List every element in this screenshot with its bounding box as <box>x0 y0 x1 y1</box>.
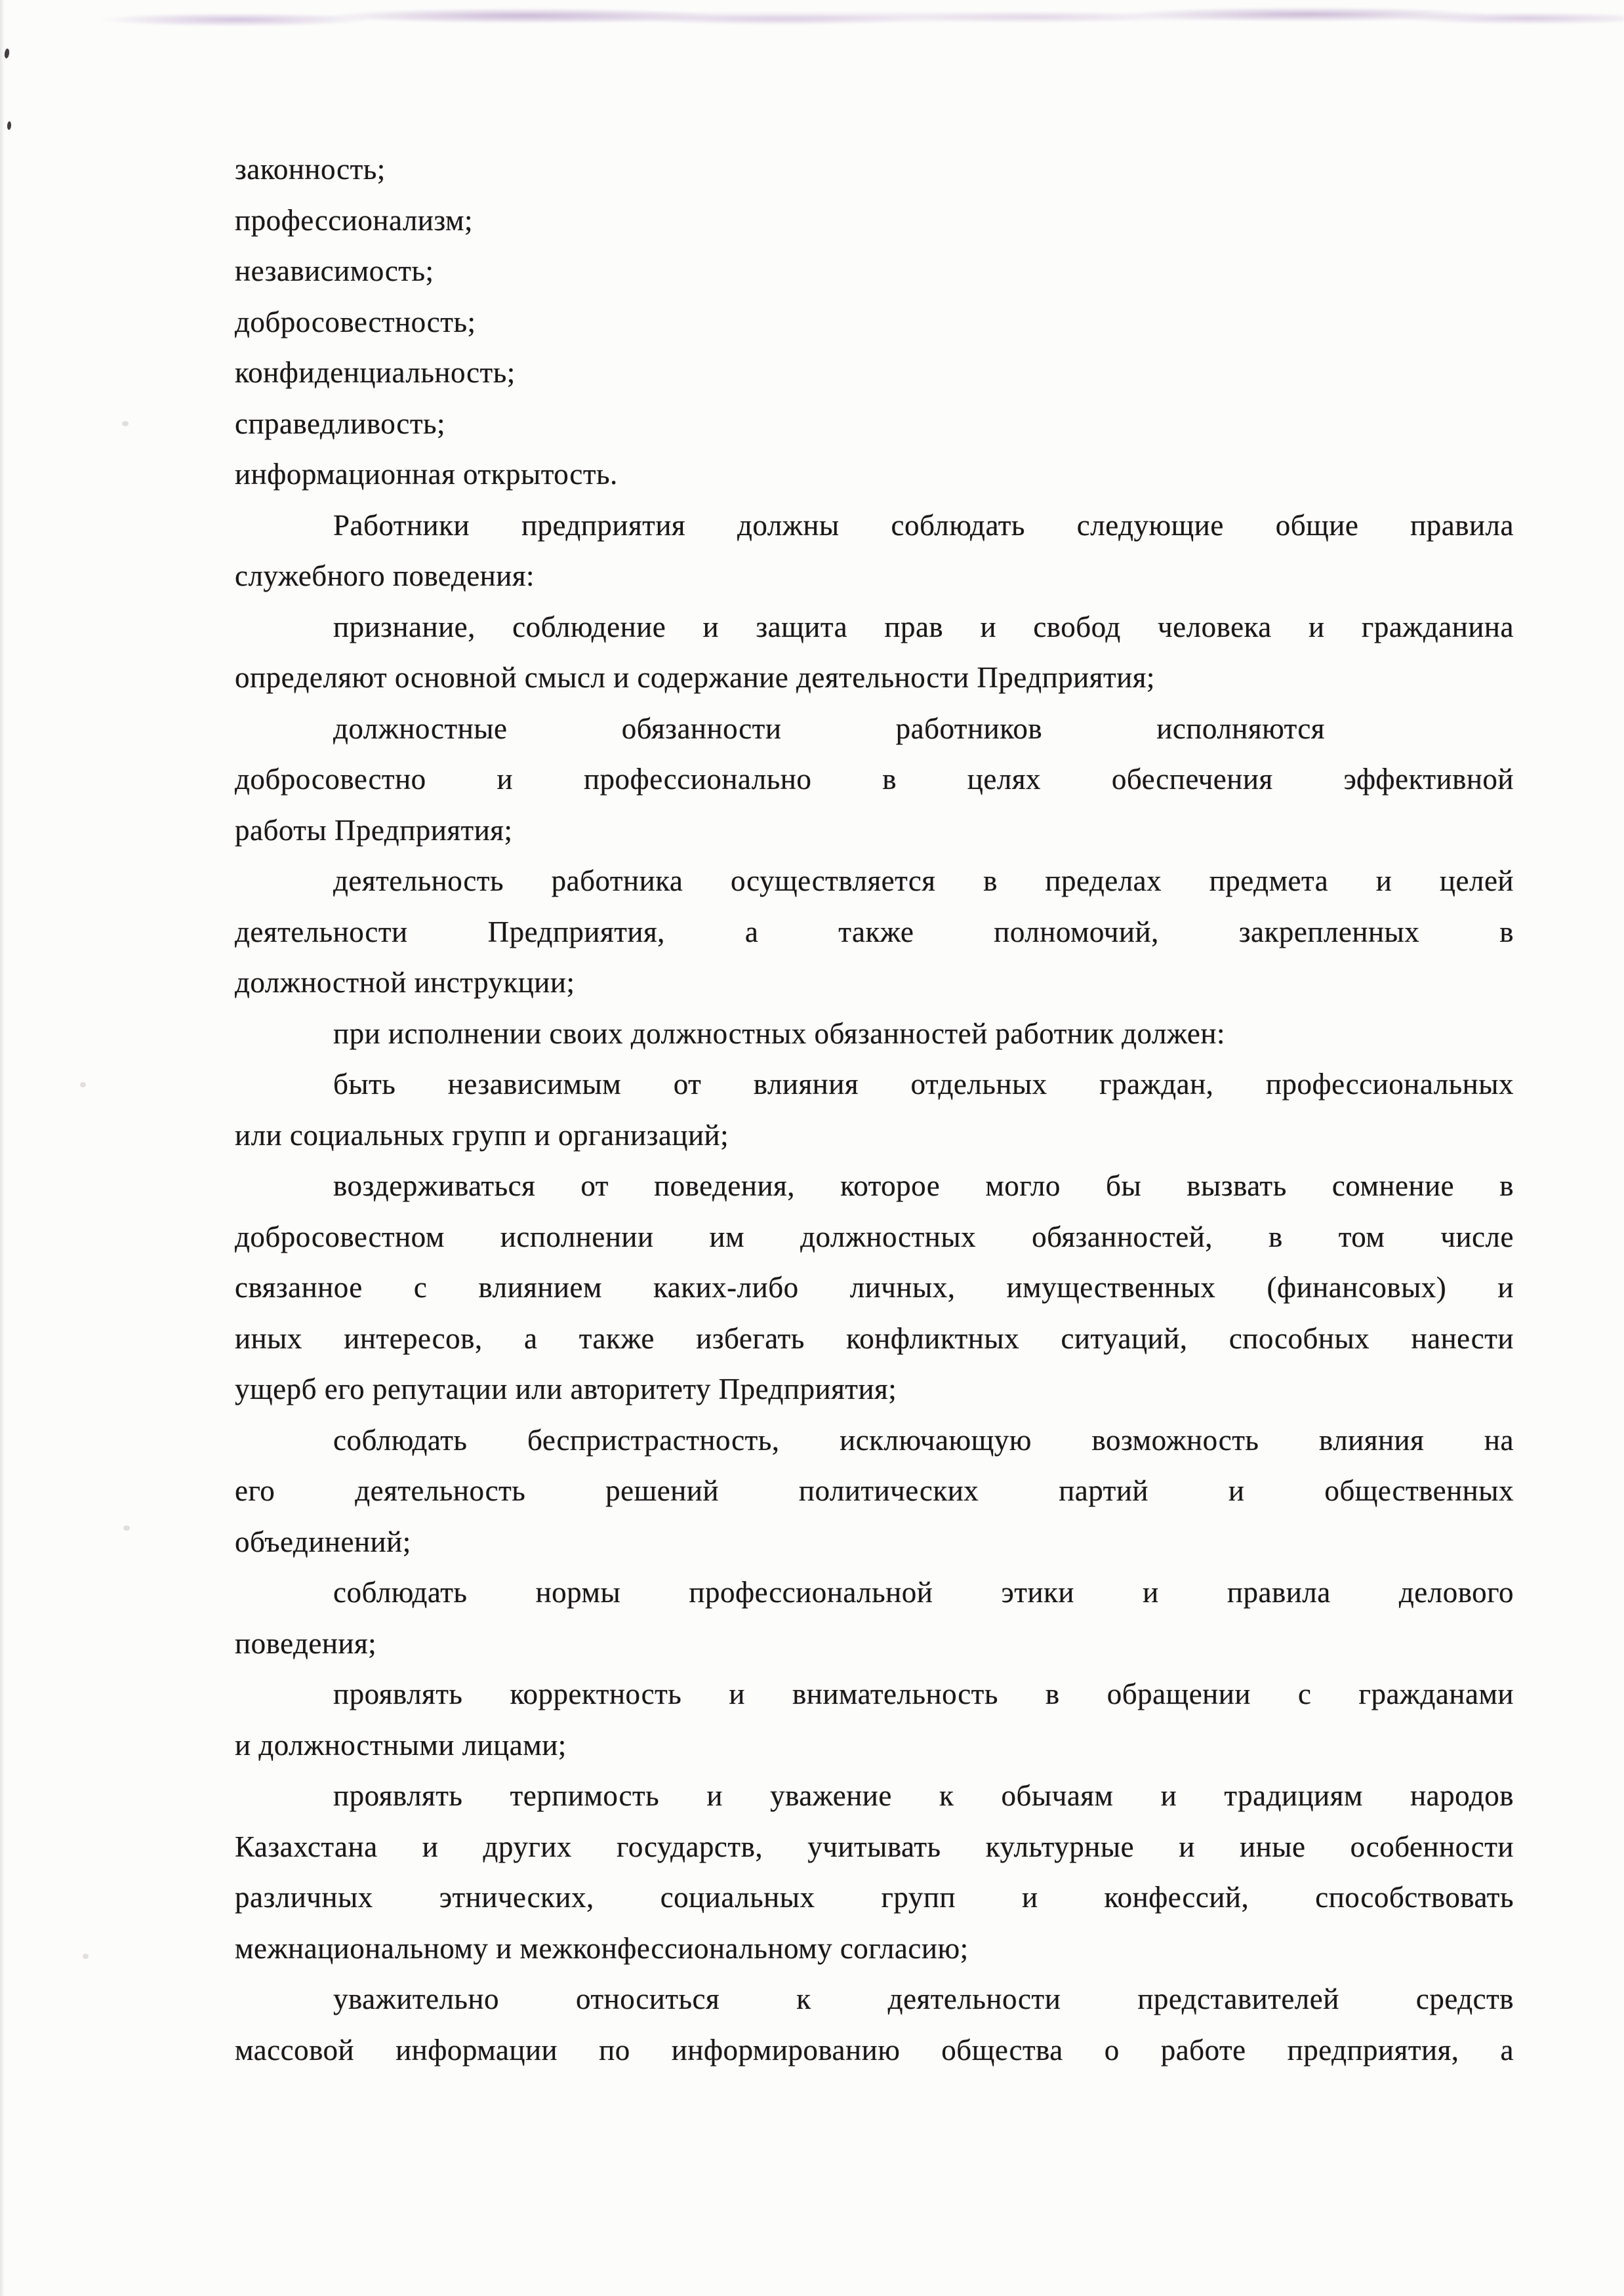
text-line: его деятельность решений политических партий и общественных <box>235 1474 1514 1507</box>
text-line: воздерживаться от поведения, которое могло бы вызвать сомнение в <box>333 1169 1514 1202</box>
text-line: связанное с влиянием каких-либо личных, имущественных (финансовых) и <box>235 1271 1514 1304</box>
scan-speck <box>83 1954 89 1959</box>
text-line: деятельности Предприятия, а также полномочий, закрепленных в <box>235 915 1514 948</box>
text-line: различных этнических, социальных групп и конфессий, способствовать <box>235 1881 1514 1914</box>
scan-speck <box>4 49 10 59</box>
text-line: иных интересов, а также избегать конфликтных ситуаций, способных нанести <box>235 1321 1514 1355</box>
text-line: добросовестном исполнении им должностных обязанностей, в том числе <box>235 1220 1514 1253</box>
text-line: добросовестность; <box>235 305 476 338</box>
text-line: и должностными лицами; <box>235 1728 567 1762</box>
scan-speck <box>7 121 12 130</box>
scan-left-edge-shadow <box>0 0 5 2296</box>
scan-speck <box>122 421 129 426</box>
text-line: определяют основной смысл и содержание деятельности Предприятия; <box>235 661 1155 694</box>
text-line: служебного поведения: <box>235 559 535 592</box>
text-line: массовой информации по информированию общества о работе предприятия, а <box>235 2033 1514 2066</box>
text-line: уважительно относиться к деятельности представителей средств <box>333 1983 1514 2015</box>
text-line: межнациональному и межконфессиональному согласию; <box>235 1931 969 1965</box>
text-line: проявлять корректность и внимательность в обращении с гражданами <box>333 1678 1514 1710</box>
document-text <box>235 144 1514 2076</box>
text-line: деятельность работника осуществляется в пределах предмета и целей <box>333 864 1514 897</box>
text-line: конфиденциальность; <box>235 356 516 389</box>
text-line: соблюдать нормы профессиональной этики и правила делового <box>333 1576 1514 1609</box>
text-line: профессионализм; <box>235 203 473 237</box>
text-line: поведения; <box>235 1626 377 1660</box>
text-line: независимость; <box>235 254 434 287</box>
text-line: соблюдать беспристрастность, исключающую возможность влияния на <box>333 1423 1514 1457</box>
text-line: справедливость; <box>235 407 446 440</box>
text-line: должностной инструкции; <box>235 966 575 999</box>
text-line: проявлять терпимость и уважение к обычаям и традициям народов <box>333 1779 1514 1812</box>
text-line: информационная открытость. <box>235 458 618 491</box>
text-line: признание, соблюдение и защита прав и свобод человека и гражданина <box>333 610 1514 643</box>
scan-speck <box>123 1525 130 1531</box>
scan-smudge-band <box>0 3 1624 37</box>
text-line: законность; <box>235 153 386 186</box>
text-line: Казахстана и других государств, учитывать культурные и иные особенности <box>235 1830 1514 1863</box>
text-line: добросовестно и профессионально в целях обеспечения эффективной <box>235 763 1514 796</box>
scan-speck <box>80 1082 86 1087</box>
text-line: или социальных групп и организаций; <box>235 1118 729 1152</box>
text-line: должностные обязанности работников исполняются <box>333 712 1325 745</box>
text-line: ущерб его репутации или авторитету Предприятия; <box>235 1373 897 1405</box>
text-line: объединений; <box>235 1525 411 1558</box>
text-line: работы Предприятия; <box>235 813 513 847</box>
text-line: быть независимым от влияния отдельных граждан, профессиональных <box>333 1068 1514 1100</box>
text-line: Работники предприятия должны соблюдать следующие общие правила <box>333 508 1514 542</box>
text-line: при исполнении своих должностных обязанностей работник должен: <box>333 1017 1225 1050</box>
